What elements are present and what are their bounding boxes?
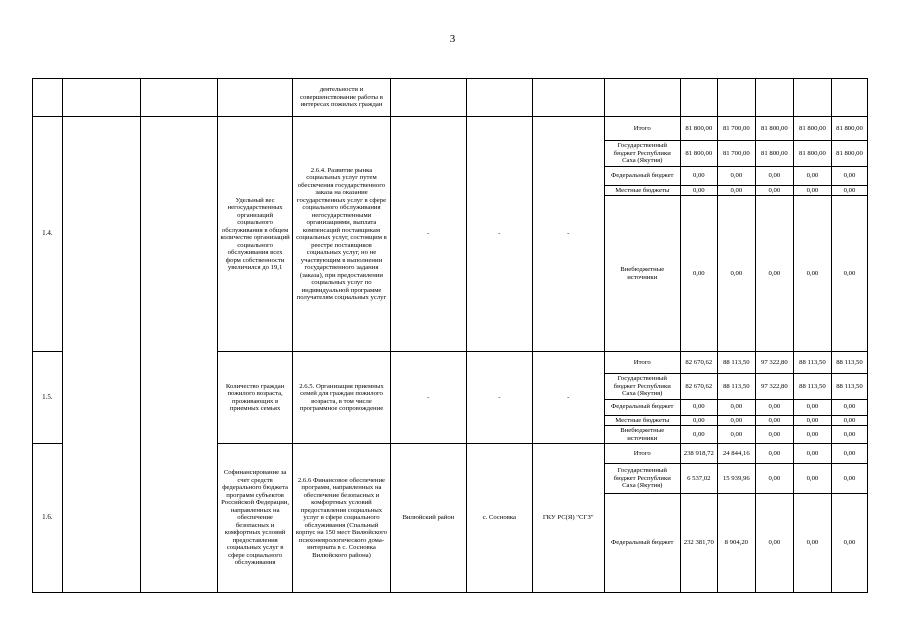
amount-cell: 0,00 <box>793 166 831 185</box>
amount-cell: 0,00 <box>717 426 755 444</box>
executor-cell: - <box>532 117 604 352</box>
amount-cell: 8 904,20 <box>717 494 755 593</box>
amount-cell: 0,00 <box>755 426 793 444</box>
amount-cell: 0,00 <box>793 415 831 426</box>
amount-cell: 81 800,00 <box>831 141 867 167</box>
amount-cell: 0,00 <box>831 415 867 426</box>
activity-cell: 2.6.4. Развитие рынка социальных услуг путем обеспечения государственного заказа на оказание государственных услуг в сфере социального обслуживания негосударственными организациями, выплата компенсаций поставщикам социальных услуг, состоящим в реестре поставщиков социальных услуг, но не участвующим в выполнении государственного задания (заказа), при предоставлении социальных услуг по индивидуальной программе получателям социальных услуг <box>293 117 391 352</box>
amount-cell: 82 670,62 <box>680 374 717 400</box>
amount-cell: 0,00 <box>793 426 831 444</box>
row-number: 1.5. <box>33 352 63 444</box>
amount-cell: 0,00 <box>680 166 717 185</box>
amount-cell: 0,00 <box>793 494 831 593</box>
amount-cell: 0,00 <box>793 399 831 415</box>
amount-cell: 88 113,50 <box>793 374 831 400</box>
amount-cell: 88 113,50 <box>831 374 867 400</box>
activity-cell: 2.6.6 Финансовое обеспечение программ, направленных на обеспечение безопасных и комфортных условий предоставления социальных услуг в сфере социального обслуживания (Спальный корпус на 150 мест Вилюйского психоневрологического дома-интерната в с. Сосновка Вилюйского района) <box>293 444 391 593</box>
amount-cell: 0,00 <box>680 196 717 352</box>
table-row <box>33 79 868 117</box>
territory-cell: - <box>390 117 466 352</box>
amount-cell: 81 800,00 <box>755 141 793 167</box>
table-row <box>33 117 868 141</box>
amount-cell: 88 113,50 <box>717 374 755 400</box>
amount-cell: 81 800,00 <box>755 117 793 141</box>
territory-cell: - <box>390 352 466 444</box>
amount-cell: 0,00 <box>755 464 793 494</box>
amount-cell: 232 381,70 <box>680 494 717 593</box>
amount-cell: 81 700,00 <box>717 141 755 167</box>
funding-source: Федеральный бюджет <box>604 399 680 415</box>
amount-cell: 0,00 <box>717 415 755 426</box>
page-number: 3 <box>449 33 456 45</box>
indicator-cell: Софинансирование за счет средств федерального бюджета программ субъектов Российской Федерации, направленных на обеспечение безопасных и комфортных условий предоставления социальных услуг в сфере социального обслуживания <box>218 444 293 593</box>
place-cell: - <box>466 352 532 444</box>
amount-cell: 97 322,80 <box>755 374 793 400</box>
amount-cell: 88 113,50 <box>793 352 831 374</box>
amount-cell: 0,00 <box>717 185 755 196</box>
amount-cell: 81 800,00 <box>680 117 717 141</box>
amount-cell: 0,00 <box>717 196 755 352</box>
funding-source: Федеральный бюджет <box>604 494 680 593</box>
amount-cell: 6 537,02 <box>680 464 717 494</box>
amount-cell: 15 939,96 <box>717 464 755 494</box>
activity-cell: 2.6.5. Организация приемных семей для граждан пожилого возраста, в том числе программное сопровождение <box>293 352 391 444</box>
program-table <box>32 78 868 593</box>
funding-source: Итого <box>604 117 680 141</box>
amount-cell: 0,00 <box>793 196 831 352</box>
amount-cell: 81 700,00 <box>717 117 755 141</box>
funding-source: Местные бюджеты <box>604 185 680 196</box>
row-number: 1.6. <box>33 444 63 593</box>
indicator-cell: Количество граждан пожилого возраста, проживающих в приемных семьях <box>218 352 293 444</box>
amount-cell: 0,00 <box>831 166 867 185</box>
amount-cell: 0,00 <box>755 185 793 196</box>
funding-source: Федеральный бюджет <box>604 166 680 185</box>
amount-cell: 0,00 <box>831 185 867 196</box>
amount-cell: 0,00 <box>793 185 831 196</box>
amount-cell: 0,00 <box>831 399 867 415</box>
executor-cell: - <box>532 352 604 444</box>
amount-cell: 88 113,50 <box>717 352 755 374</box>
amount-cell: 0,00 <box>831 444 867 464</box>
amount-cell: 0,00 <box>680 185 717 196</box>
row-number: 1.4. <box>33 117 63 352</box>
amount-cell: 0,00 <box>680 426 717 444</box>
amount-cell: 81 800,00 <box>680 141 717 167</box>
amount-cell: 0,00 <box>755 196 793 352</box>
funding-source: Внебюджетные источники <box>604 426 680 444</box>
amount-cell: 0,00 <box>755 399 793 415</box>
funding-source: Государственный бюджет Республики Саха (Якутия) <box>604 464 680 494</box>
amount-cell: 81 800,00 <box>831 117 867 141</box>
amount-cell: 24 844,16 <box>717 444 755 464</box>
amount-cell: 81 800,00 <box>793 117 831 141</box>
funding-source: Местные бюджеты <box>604 415 680 426</box>
activity-cell: деятельности и совершенствование работы в интересах пожилых граждан <box>293 79 391 117</box>
amount-cell: 0,00 <box>793 444 831 464</box>
amount-cell: 81 800,00 <box>793 141 831 167</box>
amount-cell: 97 322,80 <box>755 352 793 374</box>
funding-source: Государственный бюджет Республики Саха (Якутия) <box>604 374 680 400</box>
amount-cell: 0,00 <box>831 494 867 593</box>
executor-cell: ГКУ РС(Я) "СГЗ" <box>532 444 604 593</box>
amount-cell: 0,00 <box>755 166 793 185</box>
amount-cell: 0,00 <box>831 426 867 444</box>
amount-cell: 238 918,72 <box>680 444 717 464</box>
funding-source: Итого <box>604 444 680 464</box>
funding-source: Государственный бюджет Республики Саха (Якутия) <box>604 141 680 167</box>
amount-cell: 0,00 <box>831 196 867 352</box>
funding-source: Внебюджетные источники <box>604 196 680 352</box>
amount-cell: 0,00 <box>793 464 831 494</box>
territory-cell: Вилюйский район <box>390 444 466 593</box>
amount-cell: 0,00 <box>831 464 867 494</box>
amount-cell: 0,00 <box>717 166 755 185</box>
amount-cell: 0,00 <box>680 399 717 415</box>
amount-cell: 0,00 <box>755 415 793 426</box>
indicator-cell: Удельный вес негосударственных организаций социального обслуживания в общем количестве организаций социального обслуживания всех форм собственности увеличился до 19,1 <box>218 117 293 352</box>
place-cell: с. Сосновка <box>466 444 532 593</box>
amount-cell: 88 113,50 <box>831 352 867 374</box>
amount-cell: 0,00 <box>680 415 717 426</box>
amount-cell: 82 670,62 <box>680 352 717 374</box>
funding-source: Итого <box>604 352 680 374</box>
amount-cell: 0,00 <box>755 494 793 593</box>
amount-cell: 0,00 <box>755 444 793 464</box>
amount-cell: 0,00 <box>717 399 755 415</box>
place-cell: - <box>466 117 532 352</box>
